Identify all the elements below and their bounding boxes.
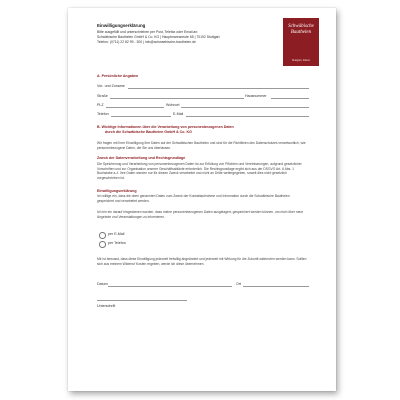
name-label: Vor- und Zuname <box>97 84 125 88</box>
house-number-label: Hausnummer <box>245 94 267 98</box>
street-field[interactable] <box>110 98 244 99</box>
zip-label: PLZ <box>97 103 104 107</box>
zip-field[interactable] <box>106 107 164 108</box>
section-b-intro: Wir fragen mit Ihrer Einwilligung Ihre Daten auf der Schwäbischen Bauthelen und sind für die Richtlinien des Datenschutzes verantwortlich, wie personenbezogene Daten, die Sie uns überlassen. <box>97 141 306 150</box>
phone-option-radio[interactable] <box>99 241 106 248</box>
place-field[interactable] <box>243 286 309 287</box>
email-option-label: per E-Mail <box>108 232 125 236</box>
company-logo <box>283 18 319 66</box>
date-field[interactable] <box>108 286 232 287</box>
header-line-1: Bitte ausgefüllt und unterschrieben per Post, Telefax oder Email an: <box>97 30 199 34</box>
header-line-2: Schwäbische Bauthelen GmbH & Co. KG | Hauptmannsreute 65 | 70192 Stuttgart <box>97 35 220 39</box>
purpose-heading: Zweck der Datenverarbeitung und Rechtsgrundlage <box>97 156 186 160</box>
header-line-3: Telefon: (0711) 22 82 99 - 300 | info@schwaebische-bauthelen.de <box>97 40 196 44</box>
signature-label: Unterschrift <box>97 304 116 308</box>
channel-text: Ich bin ein darauf hingewiesen worden, dass meine personenbezogenen Daten ausgelagert, gespeichert werden können, um mich über neue Angebote und Veranstaltungen zu informieren. <box>97 210 304 219</box>
phone-field[interactable] <box>111 116 171 117</box>
section-a-title: A. Persönliche Angaben <box>97 74 139 78</box>
consent-heading: Einwilligungserklärung <box>97 189 137 193</box>
form-title: Einwilligungserklärung <box>97 23 146 28</box>
purpose-text: Die Speicherung und Verarbeitung von personenbezogenen Daten ist zur Erfüllung von Pflichten und Vereinbarungen, aufgrund gesetzlicher Vorschriften und zur Organisation unserer Geschäftsabläufe erforderlich. Die Rechtsgrundlage ergibt sich aus der DSGVO Art. 6 Abs. 1 Buchstabe a–f. Ihre Daten werden nur für diesen Zweck verarbeitet und nicht an Dritte weitergegeben, soweit dies nicht gesetzlich vorgeschrieben ist. <box>97 162 302 181</box>
consent-text: Ich willige ein, dass die oben genannten Daten zum Zweck der Kontaktaufnahme und Information durch die Schwäbische Bauthelen gespeichert und verarbeitet werden. <box>97 194 290 203</box>
city-label: Wohnort <box>166 103 180 107</box>
section-b-title-line-2: durch die Schwäbische Bauthelen GmbH & Co. KG <box>105 130 192 134</box>
section-b-title-line-1: B. Wichtige Informationen über die Verarbeitung von personenbezogenen Daten <box>97 125 234 129</box>
email-field[interactable] <box>186 116 309 117</box>
place-label: Ort <box>236 282 241 286</box>
logo-line-1: Schwäbische <box>288 24 314 29</box>
date-label: Datum <box>97 282 108 286</box>
revocation-text: Mir ist bewusst, dass diese Einwilligung jederzeit freiwillig abgeändert und jederzeit mit Wirkung für die Zukunft widerrufen werden kann. Sollten sich aus meinem Widerruf Kosten ergeben, werde ich diese übernehmen. <box>97 257 307 266</box>
email-label: E-Mail <box>173 112 184 116</box>
signature-field[interactable] <box>97 300 187 301</box>
consent-form-page <box>68 8 336 391</box>
name-field[interactable] <box>128 88 309 89</box>
logo-line-2: Bauthelen <box>290 30 312 36</box>
logo-footer: Stuttgart | Zollern <box>291 59 311 62</box>
city-field[interactable] <box>181 107 309 108</box>
street-label: Straße <box>97 94 108 98</box>
email-option-radio[interactable] <box>99 232 106 239</box>
phone-option-label: per Telefon <box>108 241 126 245</box>
phone-label: Telefon <box>97 112 109 116</box>
house-number-field[interactable] <box>271 98 309 99</box>
